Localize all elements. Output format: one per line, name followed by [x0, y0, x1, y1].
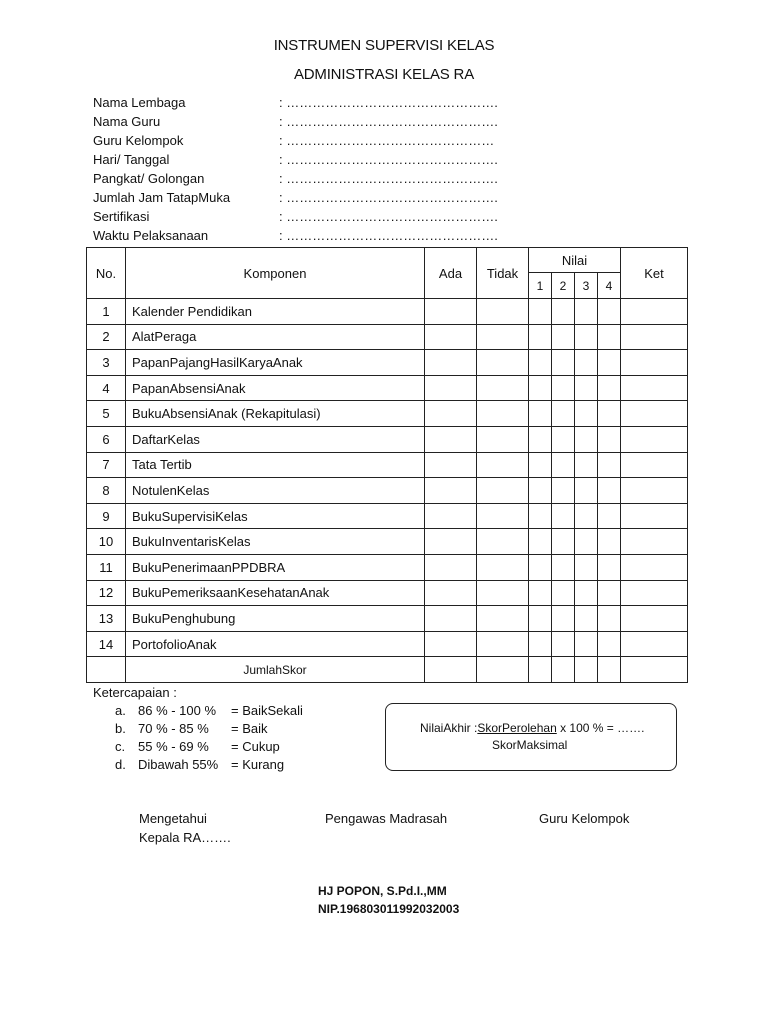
row-nilai-4-cell[interactable] — [598, 452, 621, 478]
row-tidak-cell[interactable] — [477, 350, 529, 376]
formula-numerator: SkorPerolehan — [477, 721, 557, 735]
row-ada-cell[interactable] — [425, 580, 477, 606]
row-ada-cell[interactable] — [425, 503, 477, 529]
info-row — [93, 112, 513, 131]
row-nilai-4-cell[interactable] — [598, 631, 621, 657]
info-label: Jumlah Jam TatapMuka — [93, 190, 231, 205]
row-nilai-2-cell[interactable] — [552, 631, 575, 657]
ketercapaian-label: = Baik — [231, 721, 268, 736]
row-ada-cell[interactable] — [425, 606, 477, 632]
formula-prefix: NilaiAkhir : — [420, 721, 478, 735]
total-nilai-3-cell[interactable] — [575, 657, 598, 683]
row-tidak-cell[interactable] — [477, 503, 529, 529]
info-value-field[interactable]: : …………………………………………. — [279, 209, 498, 224]
row-komponen: PapanPajangHasilKaryaAnak — [126, 350, 425, 376]
header-komponen: Komponen — [126, 248, 425, 299]
ketercapaian-letter: b. — [115, 721, 126, 736]
row-nilai-4-cell[interactable] — [598, 375, 621, 401]
row-komponen: DaftarKelas — [126, 426, 425, 452]
row-nilai-3-cell[interactable] — [575, 375, 598, 401]
table-row — [87, 580, 688, 606]
ketercapaian-letter: a. — [115, 703, 126, 718]
row-tidak-cell[interactable] — [477, 426, 529, 452]
total-blank — [87, 657, 126, 683]
table-row — [87, 350, 688, 376]
row-number: 13 — [87, 606, 126, 632]
row-komponen: NotulenKelas — [126, 478, 425, 504]
table-row — [87, 529, 688, 555]
row-ket-cell[interactable] — [621, 299, 688, 325]
document-subtitle: ADMINISTRASI KELAS RA — [293, 66, 474, 83]
row-tidak-cell[interactable] — [477, 631, 529, 657]
row-nilai-3-cell[interactable] — [575, 478, 598, 504]
row-nilai-2-cell[interactable] — [552, 350, 575, 376]
row-nilai-3-cell[interactable] — [575, 452, 598, 478]
header-tidak: Tidak — [477, 248, 529, 299]
row-nilai-2-cell[interactable] — [552, 606, 575, 632]
row-nilai-3-cell[interactable] — [575, 554, 598, 580]
row-ket-cell[interactable] — [621, 401, 688, 427]
row-number: 6 — [87, 426, 126, 452]
ketercapaian-title: Ketercapaian : — [93, 685, 177, 700]
row-komponen: Tata Tertib — [126, 452, 425, 478]
row-tidak-cell[interactable] — [477, 299, 529, 325]
row-ket-cell[interactable] — [621, 529, 688, 555]
row-ket-cell[interactable] — [621, 375, 688, 401]
info-label: Pangkat/ Golongan — [93, 171, 205, 186]
info-label: Guru Kelompok — [93, 133, 184, 148]
row-tidak-cell[interactable] — [477, 452, 529, 478]
ketercapaian-label: = BaikSekali — [231, 703, 303, 718]
row-number: 3 — [87, 350, 126, 376]
total-label: JumlahSkor — [126, 657, 425, 683]
row-ket-cell[interactable] — [621, 580, 688, 606]
signature-pengawas: Pengawas Madrasah — [325, 811, 448, 826]
mengetahui-label: Mengetahui — [139, 811, 207, 826]
row-ket-cell[interactable] — [621, 426, 688, 452]
row-ada-cell[interactable] — [425, 529, 477, 555]
ketercapaian-item — [93, 738, 351, 756]
table-row — [87, 299, 688, 325]
row-komponen: Kalender Pendidikan — [126, 299, 425, 325]
info-row — [93, 207, 513, 226]
row-komponen: PapanAbsensiAnak — [126, 375, 425, 401]
row-number: 1 — [87, 299, 126, 325]
table-row — [87, 401, 688, 427]
ketercapaian-label: = Kurang — [231, 757, 285, 772]
row-ket-cell[interactable] — [621, 350, 688, 376]
row-ket-cell[interactable] — [621, 631, 688, 657]
row-nilai-1-cell[interactable] — [529, 631, 552, 657]
row-tidak-cell[interactable] — [477, 401, 529, 427]
ketercapaian-letter: d. — [115, 757, 126, 772]
info-row — [93, 150, 513, 169]
row-nilai-1-cell[interactable] — [529, 554, 552, 580]
row-nilai-2-cell[interactable] — [552, 401, 575, 427]
row-nilai-4-cell[interactable] — [598, 580, 621, 606]
info-label: Nama Lembaga — [93, 95, 186, 110]
table-row — [87, 631, 688, 657]
row-nilai-1-cell[interactable] — [529, 299, 552, 325]
ketercapaian-legend — [93, 683, 351, 774]
identity-fields — [93, 93, 513, 245]
row-nilai-1-cell[interactable] — [529, 478, 552, 504]
info-label: Waktu Pelaksanaan — [93, 228, 209, 243]
row-ada-cell[interactable] — [425, 375, 477, 401]
info-value-field[interactable]: : …………………………………………. — [279, 171, 498, 186]
row-nilai-2-cell[interactable] — [552, 452, 575, 478]
row-tidak-cell[interactable] — [477, 375, 529, 401]
official-block — [318, 882, 459, 918]
row-tidak-cell[interactable] — [477, 324, 529, 350]
info-value-field[interactable]: : ………………………………………… — [279, 133, 495, 148]
row-nilai-3-cell[interactable] — [575, 401, 598, 427]
row-nilai-2-cell[interactable] — [552, 478, 575, 504]
info-row — [93, 169, 513, 188]
header-nilai-1: 1 — [529, 273, 552, 299]
ketercapaian-range: 55 % - 69 % — [138, 739, 209, 754]
row-nilai-4-cell[interactable] — [598, 350, 621, 376]
row-number: 11 — [87, 554, 126, 580]
row-komponen: BukuAbsensiAnak (Rekapitulasi) — [126, 401, 425, 427]
formula-suffix: x 100 % = ……. — [556, 721, 645, 735]
row-nilai-1-cell[interactable] — [529, 580, 552, 606]
row-ket-cell[interactable] — [621, 452, 688, 478]
table-row — [87, 478, 688, 504]
row-ada-cell[interactable] — [425, 631, 477, 657]
ketercapaian-item — [93, 720, 351, 738]
table-row — [87, 554, 688, 580]
header-nilai-4: 4 — [598, 273, 621, 299]
total-nilai-1-cell[interactable] — [529, 657, 552, 683]
kepala-label: Kepala RA……. — [139, 830, 231, 845]
row-nilai-2-cell[interactable] — [552, 580, 575, 606]
row-ada-cell[interactable] — [425, 554, 477, 580]
row-nilai-3-cell[interactable] — [575, 503, 598, 529]
row-nilai-2-cell[interactable] — [552, 503, 575, 529]
table-row — [87, 375, 688, 401]
header-nilai-3: 3 — [575, 273, 598, 299]
total-tidak-cell[interactable] — [477, 657, 529, 683]
table-row — [87, 426, 688, 452]
total-nilai-2-cell[interactable] — [552, 657, 575, 683]
row-komponen: AlatPeraga — [126, 324, 425, 350]
row-number: 10 — [87, 529, 126, 555]
row-nilai-2-cell[interactable] — [552, 554, 575, 580]
info-row — [93, 226, 513, 245]
header-nilai-2: 2 — [552, 273, 575, 299]
signature-guru: Guru Kelompok — [539, 811, 630, 826]
official-nip: NIP.196803011992032003 — [318, 902, 460, 916]
info-row — [93, 131, 513, 150]
row-tidak-cell[interactable] — [477, 478, 529, 504]
row-tidak-cell[interactable] — [477, 554, 529, 580]
ketercapaian-range: 86 % - 100 % — [138, 703, 217, 718]
row-nilai-4-cell[interactable] — [598, 478, 621, 504]
row-nilai-1-cell[interactable] — [529, 375, 552, 401]
row-nilai-1-cell[interactable] — [529, 606, 552, 632]
row-nilai-1-cell[interactable] — [529, 529, 552, 555]
row-komponen: BukuSupervisiKelas — [126, 503, 425, 529]
row-number: 9 — [87, 503, 126, 529]
row-komponen: BukuPemeriksaanKesehatanAnak — [126, 580, 425, 606]
row-ada-cell[interactable] — [425, 478, 477, 504]
row-ket-cell[interactable] — [621, 606, 688, 632]
table-row — [87, 606, 688, 632]
table-row — [87, 452, 688, 478]
row-ada-cell[interactable] — [425, 324, 477, 350]
row-ket-cell[interactable] — [621, 503, 688, 529]
row-nilai-3-cell[interactable] — [575, 299, 598, 325]
info-value-field[interactable]: : …………………………………………. — [279, 190, 498, 205]
row-nilai-2-cell[interactable] — [552, 375, 575, 401]
row-nilai-4-cell[interactable] — [598, 299, 621, 325]
row-ada-cell[interactable] — [425, 452, 477, 478]
info-row — [93, 93, 513, 112]
row-tidak-cell[interactable] — [477, 580, 529, 606]
row-nilai-4-cell[interactable] — [598, 401, 621, 427]
row-nilai-3-cell[interactable] — [575, 350, 598, 376]
formula-denominator: SkorMaksimal — [492, 738, 568, 752]
ketercapaian-range: Dibawah 55% — [138, 757, 219, 772]
row-ket-cell[interactable] — [621, 324, 688, 350]
row-tidak-cell[interactable] — [477, 529, 529, 555]
row-nilai-1-cell[interactable] — [529, 324, 552, 350]
row-ada-cell[interactable] — [425, 350, 477, 376]
info-label: Nama Guru — [93, 114, 161, 129]
row-nilai-1-cell[interactable] — [529, 426, 552, 452]
row-nilai-3-cell[interactable] — [575, 580, 598, 606]
ketercapaian-letter: c. — [115, 739, 126, 754]
row-number: 12 — [87, 580, 126, 606]
total-row — [87, 657, 688, 683]
info-value-field[interactable]: : …………………………………………. — [279, 95, 498, 110]
row-nilai-3-cell[interactable] — [575, 426, 598, 452]
row-nilai-2-cell[interactable] — [552, 324, 575, 350]
row-nilai-4-cell[interactable] — [598, 606, 621, 632]
row-number: 14 — [87, 631, 126, 657]
supervision-table — [86, 247, 688, 683]
formula-box — [385, 703, 677, 771]
row-nilai-4-cell[interactable] — [598, 324, 621, 350]
table-row — [87, 324, 688, 350]
row-nilai-1-cell[interactable] — [529, 452, 552, 478]
ketercapaian-label: = Cukup — [231, 739, 280, 754]
row-nilai-3-cell[interactable] — [575, 606, 598, 632]
total-ket-cell[interactable] — [621, 657, 688, 683]
header-ada: Ada — [425, 248, 477, 299]
row-nilai-3-cell[interactable] — [575, 631, 598, 657]
row-ada-cell[interactable] — [425, 401, 477, 427]
row-nilai-1-cell[interactable] — [529, 401, 552, 427]
info-value-field[interactable]: : …………………………………………. — [279, 114, 498, 129]
row-ada-cell[interactable] — [425, 299, 477, 325]
row-nilai-1-cell[interactable] — [529, 503, 552, 529]
row-number: 2 — [87, 324, 126, 350]
row-nilai-4-cell[interactable] — [598, 554, 621, 580]
row-ada-cell[interactable] — [425, 426, 477, 452]
row-tidak-cell[interactable] — [477, 606, 529, 632]
row-nilai-3-cell[interactable] — [575, 324, 598, 350]
info-label: Sertifikasi — [93, 209, 150, 224]
row-number: 7 — [87, 452, 126, 478]
info-value-field[interactable]: : …………………………………………. — [279, 152, 498, 167]
header-ket: Ket — [621, 248, 688, 299]
official-name: HJ POPON, S.Pd.I.,MM — [318, 884, 447, 898]
row-komponen: BukuPenerimaanPPDBRA — [126, 554, 425, 580]
row-nilai-2-cell[interactable] — [552, 426, 575, 452]
row-komponen: PortofolioAnak — [126, 631, 425, 657]
ketercapaian-item — [93, 702, 351, 720]
row-nilai-4-cell[interactable] — [598, 426, 621, 452]
row-nilai-2-cell[interactable] — [552, 529, 575, 555]
row-number: 5 — [87, 401, 126, 427]
info-label: Hari/ Tanggal — [93, 152, 170, 167]
total-ada-cell[interactable] — [425, 657, 477, 683]
row-nilai-3-cell[interactable] — [575, 529, 598, 555]
row-komponen: BukuInventarisKelas — [126, 529, 425, 555]
row-number: 4 — [87, 375, 126, 401]
ketercapaian-range: 70 % - 85 % — [138, 721, 209, 736]
signature-kepala — [139, 809, 231, 847]
row-nilai-2-cell[interactable] — [552, 299, 575, 325]
document-title: INSTRUMEN SUPERVISI KELAS — [273, 37, 495, 54]
header-no: No. — [87, 248, 126, 299]
row-nilai-1-cell[interactable] — [529, 350, 552, 376]
table-row — [87, 503, 688, 529]
row-nilai-4-cell[interactable] — [598, 529, 621, 555]
ketercapaian-item — [93, 756, 351, 774]
row-ket-cell[interactable] — [621, 478, 688, 504]
info-row — [93, 188, 513, 207]
header-nilai: Nilai — [529, 248, 621, 273]
info-value-field[interactable]: : …………………………………………. — [279, 228, 498, 243]
row-ket-cell[interactable] — [621, 554, 688, 580]
row-komponen: BukuPenghubung — [126, 606, 425, 632]
total-nilai-4-cell[interactable] — [598, 657, 621, 683]
row-nilai-4-cell[interactable] — [598, 503, 621, 529]
row-number: 8 — [87, 478, 126, 504]
